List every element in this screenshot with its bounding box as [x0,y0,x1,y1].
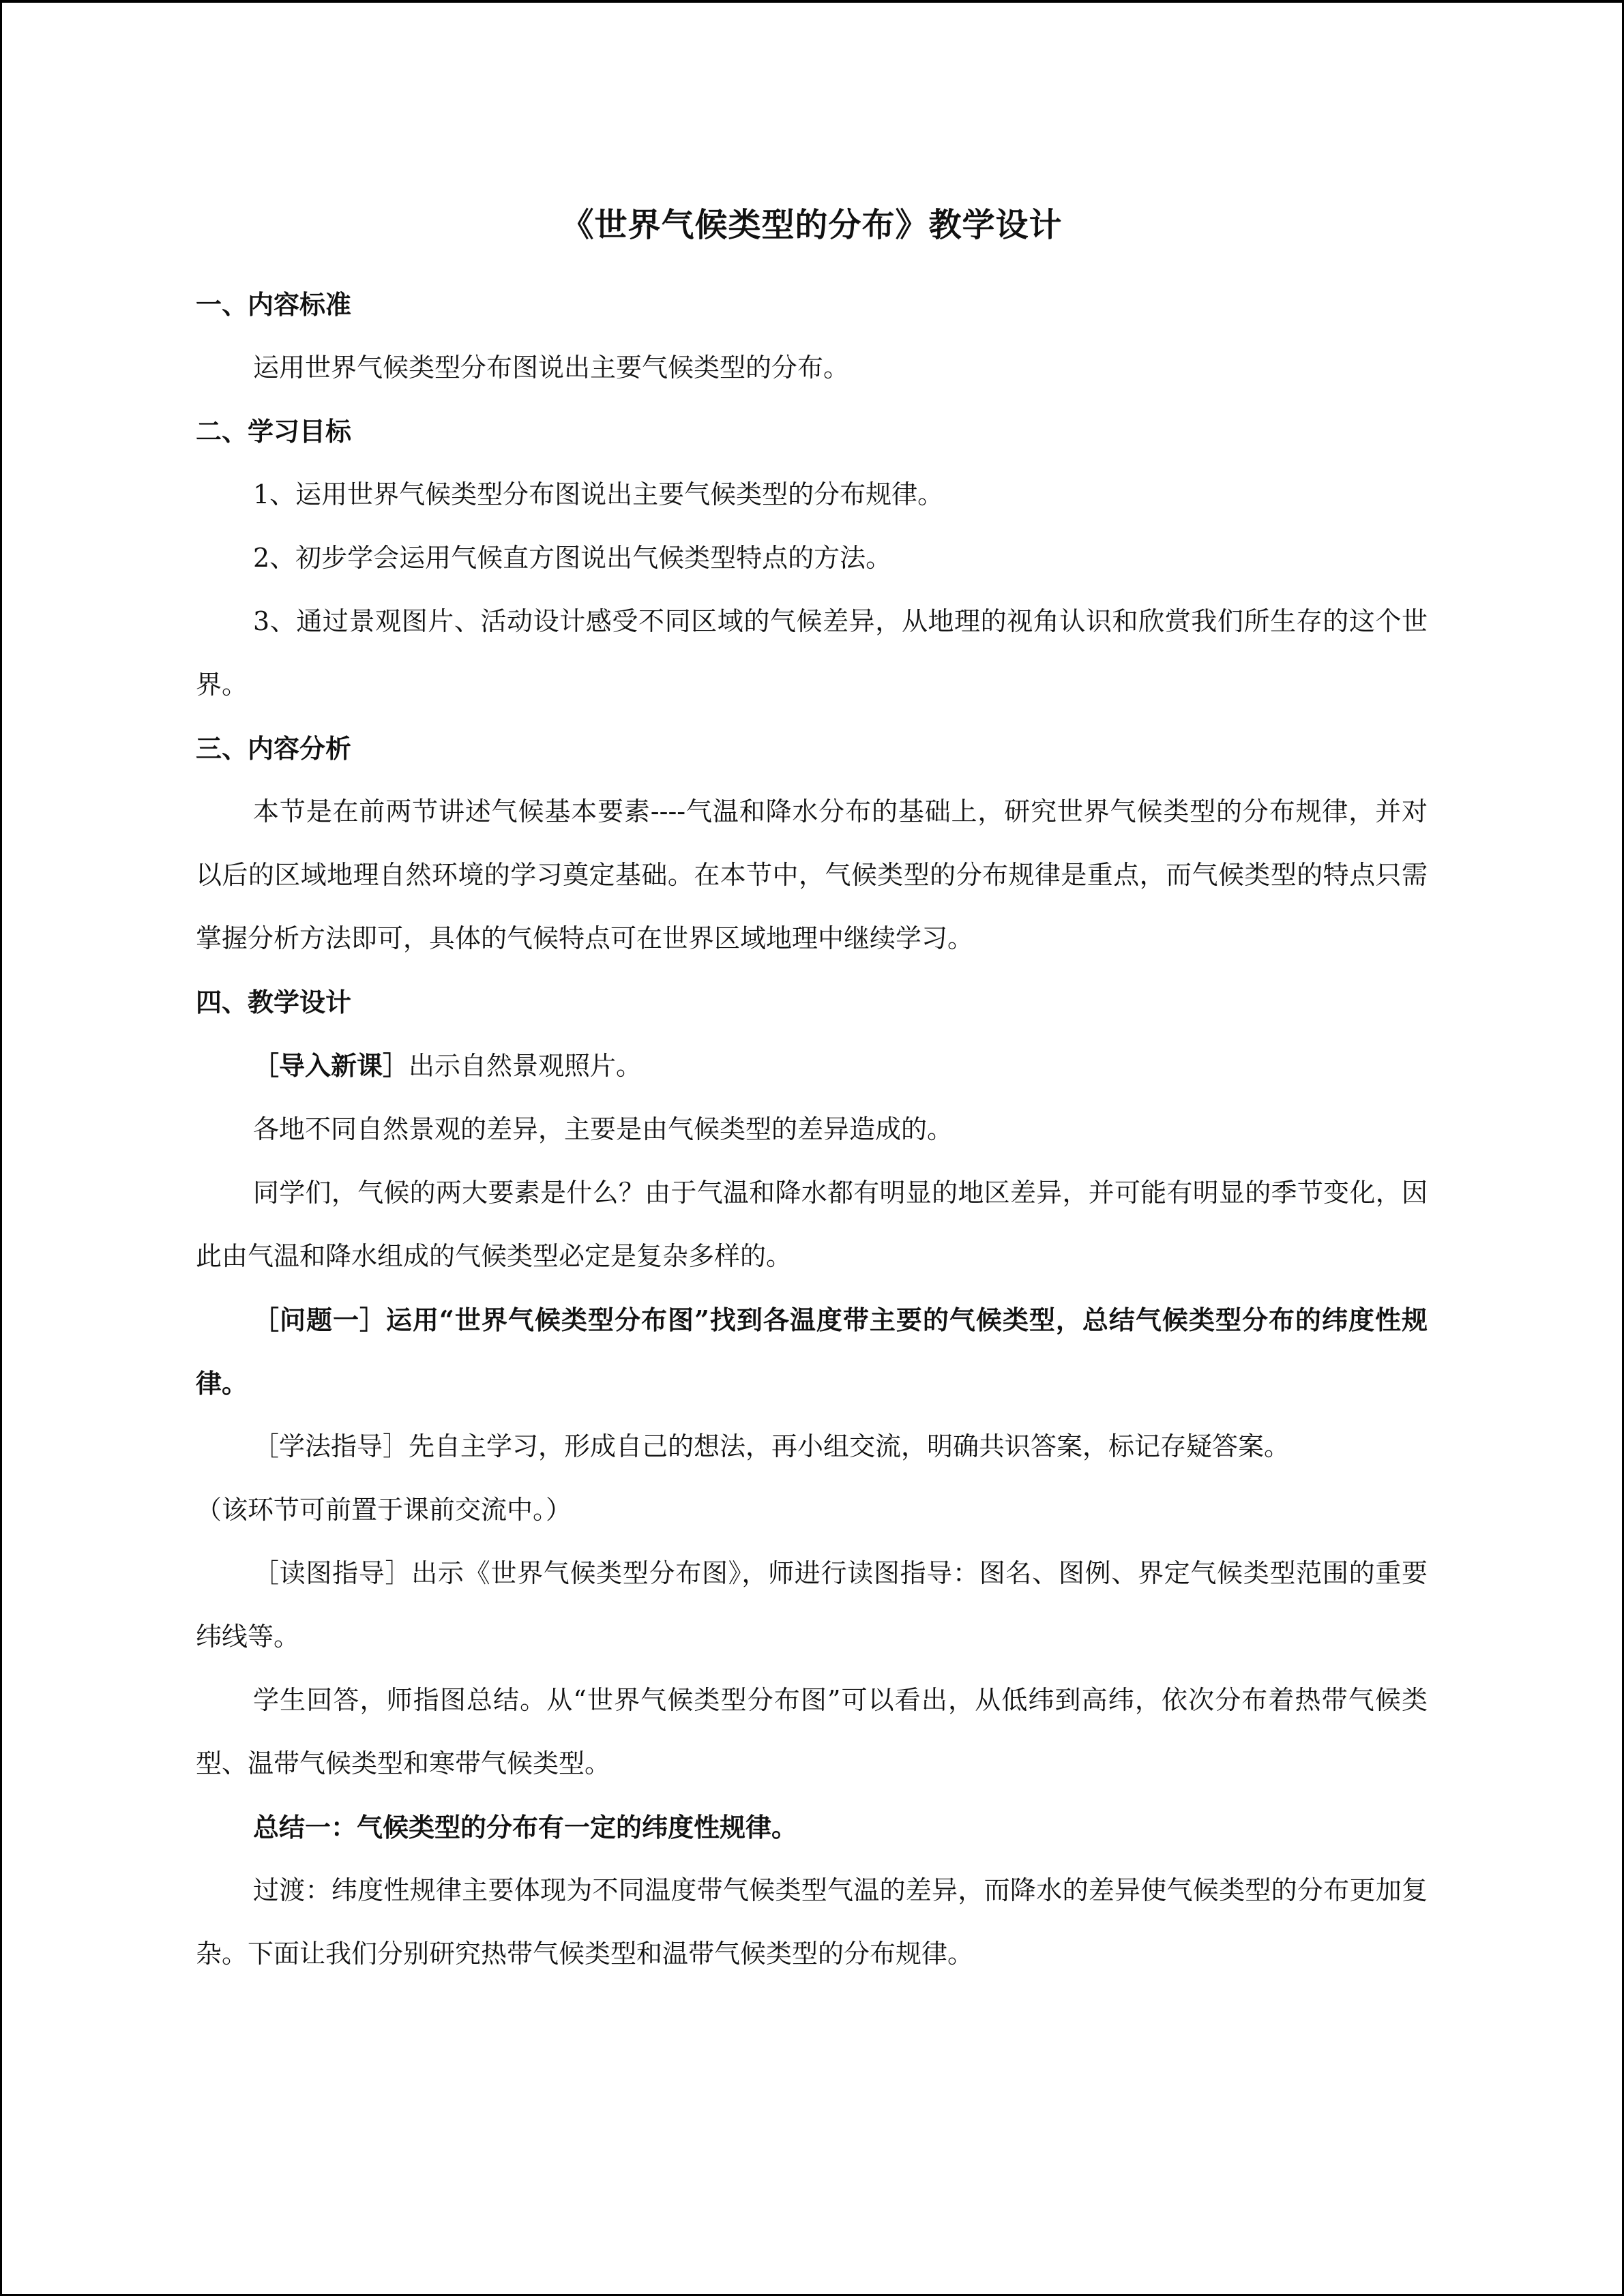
objective-item: 1、运用世界气候类型分布图说出主要气候类型的分布规律。 [253,479,944,509]
question-one: ［问题一］运用“世界气候类型分布图”找到各温度带主要的气候类型，总结气候类型分布的纬度性规律。 [196,1304,1428,1399]
objective-item: 2、初步学会运用气候直方图说出气候类型特点的方法。 [253,543,892,573]
section-heading-content-standard: 一、内容标准 [196,289,352,320]
intro-paragraph [196,1034,1428,1098]
method-guide: ［学法指导］先自主学习，形成自己的想法，再小组交流，明确共识答案，标记存疑答案。 [253,1431,1290,1461]
paragraph: 同学们，气候的两大要素是什么？由于气温和降水都有明显的地区差异，并可能有明显的季节变化，因此由气温和降水组成的气候类型必定是复杂多样的。 [196,1178,1428,1271]
section-heading-teaching-design: 四、教学设计 [196,987,352,1017]
intro-label: ［导入新课］ [253,1050,409,1081]
paragraph: 运用世界气候类型分布图说出主要气候类型的分布。 [253,353,850,383]
section-heading-learning-objectives: 二、学习目标 [196,416,352,447]
transition-paragraph: 过渡：纬度性规律主要体现为不同温度带气候类型气温的差异，而降水的差异使气候类型的分布更加复杂。下面让我们分别研究热带气候类型和温带气候类型的分布规律。 [196,1875,1428,1969]
objective-item: 3、通过景观图片、活动设计感受不同区域的气候差异，从地理的视角认识和欣赏我们所生存的这个世界。 [196,606,1428,700]
paragraph: 学生回答，师指图总结。从“世界气候类型分布图”可以看出，从低纬到高纬，依次分布着热带气候类型、温带气候类型和寒带气候类型。 [196,1685,1428,1778]
document-body [196,205,1428,1986]
document-title: 《世界气候类型的分布》教学设计 [561,206,1063,244]
summary-one: 总结一：气候类型的分布有一定的纬度性规律。 [253,1812,798,1843]
intro-text: 出示自然景观照片。 [409,1051,643,1081]
reading-guide: ［读图指导］出示《世界气候类型分布图》，师进行读图指导：图名、图例、界定气候类型范围的重要纬线等。 [196,1558,1428,1652]
paragraph: 各地不同自然景观的差异，主要是由气候类型的差异造成的。 [253,1114,954,1144]
method-guide-note: （该环节可前置于课前交流中。） [196,1495,572,1525]
section-heading-content-analysis: 三、内容分析 [196,733,352,764]
paragraph: 本节是在前两节讲述气候基本要素----气温和降水分布的基础上，研究世界气候类型的分布规律，并对以后的区域地理自然环境的学习奠定基础。在本节中，气候类型的分布规律是重点，而气候类型的特点只需掌握分析方法即可，具体的气候特点可在世界区域地理中继续学习。 [196,796,1428,953]
